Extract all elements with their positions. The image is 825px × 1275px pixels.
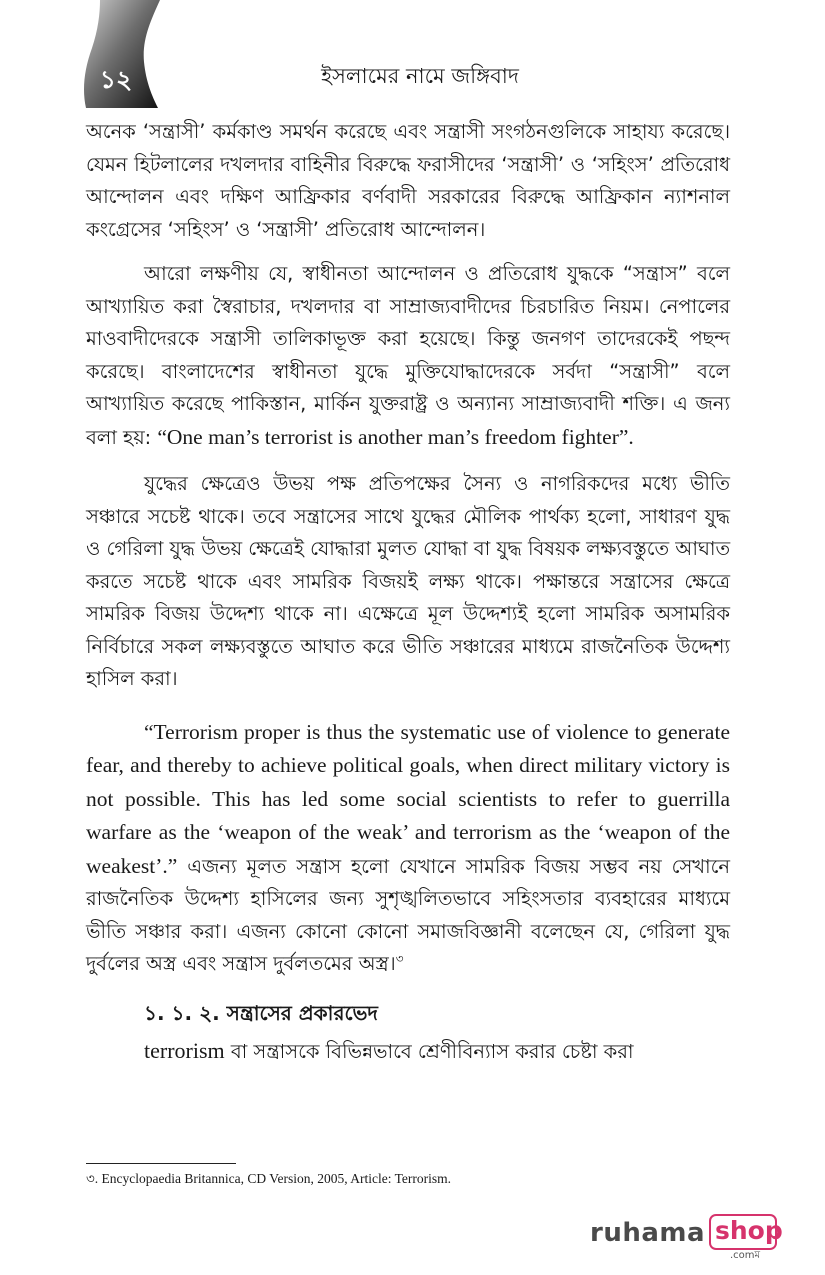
paragraph-5: [86, 1035, 730, 1069]
britannica-quote: “Terrorism proper is thus the systematic use of violence to generate fear, and thereby to achieve political goals, when direct military victory is not possible. This has led some social scientists to refer to guerrilla warfare as the ‘weapon of the weak’ and terrorism as the ‘weapon of the weakest’.”: [86, 719, 730, 878]
logo-shop-box: [709, 1214, 783, 1250]
paragraph-2: [86, 258, 730, 454]
term-terrorism: terrorism: [144, 1038, 225, 1063]
paragraph-3: যুদ্ধের ক্ষেত্রেও উভয় পক্ষ প্রতিপক্ষের সৈন্য ও নাগরিকদের মধ্যে ভীতি সঞ্চারে সচেষ্ট থাকে। তবে সন্ত্রাসের সাথে যুদ্ধের মৌলিক পার্থক্য হলো, সাধারণ যুদ্ধ ও গেরিলা যুদ্ধ উভয় ক্ষেত্রেই যোদ্ধারা মুলত যোদ্ধা বা যুদ্ধ বিষয়ক লক্ষ্যবস্তুতে আঘাত করতে সচেষ্ট থাকে এবং সামরিক বিজয়ই লক্ষ্য থাকে। পক্ষান্তরে সন্ত্রাসের ক্ষেত্রে সামরিক বিজয় উদ্দেশ্য থাকে না। এক্ষেত্রে মূল উদ্দেশ্যই হলো সামরিক অসামরিক নির্বিচারে সকল লক্ষ্যবস্তুতে আঘাত করে ভীতি সঞ্চারের মাধ্যমে রাজনৈতিক উদ্দেশ্য হাসিল করা।: [86, 472, 730, 690]
logo-brand: ruhama: [590, 1218, 706, 1248]
paragraph-2-bengali: আরো লক্ষণীয় যে, স্বাধীনতা আন্দোলন ও প্রতিরোধ যুদ্ধকে “সন্ত্রাস” বলে আখ্যায়িত করা স্বৈরাচার, দখলদার বা সাম্রাজ্যবাদীদের চিরচারিত নিয়ম। নেপালের মাওবাদীদেরকে সন্ত্রাসী তালিকাভূক্ত করা হয়েছে। কিন্তু জনগণ তাদেরকেই পছন্দ করেছে। বাংলাদেশের স্বাধীনতা যুদ্ধে মুক্তিযোদ্ধাদেরকে সর্বদা “সন্ত্রাসী” বলে আখ্যায়িত করেছে পাকিস্তান, মার্কিন যুক্তরাষ্ট্র ও অন্যান্য সাম্রাজ্যবাদী শক্তি। এ জন্য বলা হয়:: [86, 262, 730, 449]
section-heading: ১. ১. ২. সন্ত্রাসের প্রকারভেদ: [144, 1000, 378, 1025]
running-head-title: ইসলামের নামে জঙ্গিবাদ: [321, 64, 519, 88]
footnote-text: Encyclopaedia Britannica, CD Version, 2005, Article: Terrorism.: [101, 1171, 452, 1186]
paragraph-1: অনেক ‘সন্ত্রাসী’ কর্মকাণ্ড সমর্থন করেছে এবং সন্ত্রাসী সংগঠনগুলিকে সাহায্য করেছে। যেমন হিটলালের দখলদার বাহিনীর বিরুদ্ধে ফরাসীদের ‘সন্ত্রাসী’ ও ‘সহিংস’ প্রতিরোধ আন্দোলন এবং দক্ষিণ আফ্রিকার বর্ণবাদী সরকারের বিরুদ্ধে আফ্রিকান ন্যাশনাল কংগ্রেসের ‘সহিংস’ ও ‘সন্ত্রাসী’ প্রতিরোধ আন্দোলন।: [86, 120, 730, 241]
paragraph-5-bengali: বা সন্ত্রাসকে বিভিন্নভাবে শ্রেণীবিন্যাস করার চেষ্টা করা: [230, 1040, 634, 1063]
ruhamashop-logo: [590, 1212, 783, 1261]
page-number: ১২: [99, 65, 133, 94]
footnote-reference: ৩: [395, 951, 404, 966]
paragraph-4: [86, 716, 730, 981]
footnote-marker: ৩.: [86, 1171, 99, 1186]
freedom-fighter-quote: “One man’s terrorist is another man’s freedom fighter”.: [157, 424, 634, 449]
footnote-rule: [86, 1163, 236, 1164]
logo-domain: .comম: [730, 1250, 761, 1261]
page-body: [86, 116, 730, 1069]
logo-shop: shop: [715, 1216, 783, 1245]
footnote: [86, 1170, 726, 1188]
paragraph-4-bengali: এজন্য মূলত সন্ত্রাস হলো যেখানে সামরিক বিজয় সম্ভব নয় সেখানে রাজনৈতিক উদ্দেশ্য হাসিলের জন্য সুশৃঙ্খলিতভাবে সহিংসতার ব্যবহারের মাধ্যমে ভীতি সঞ্চার করা। এজন্য কোনো কোনো সমাজবিজ্ঞানী বলেছেন যে, গেরিলা যুদ্ধ দুর্বলের অস্ত্র এবং সন্ত্রাস দুর্বলতমের অস্ত্র।: [86, 854, 730, 975]
